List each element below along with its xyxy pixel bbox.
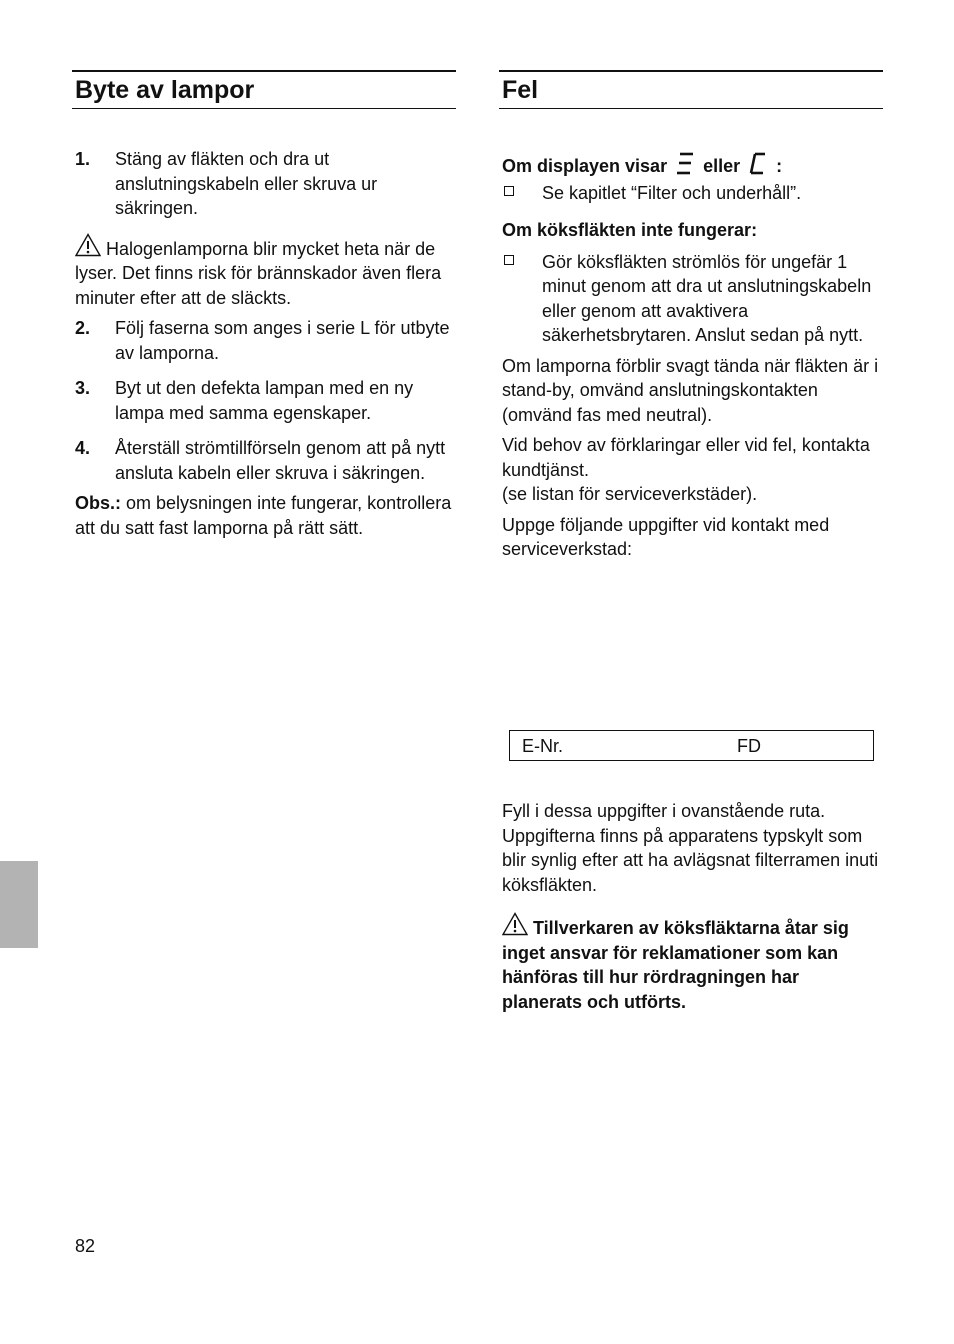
page-number: 82 — [75, 1236, 96, 1256]
step-number: 3. — [75, 378, 91, 398]
note-label: Obs.: — [75, 493, 122, 513]
step-text: Byt ut den defekta lampan med en ny lampa med samma egenskaper. — [115, 378, 414, 423]
paragraph-service-info: Uppge följande uppgifter vid kontakt med serviceverkstad: — [502, 514, 830, 559]
side-tab-marker — [0, 861, 38, 948]
step-1 — [75, 147, 456, 221]
step-number: 2. — [75, 318, 91, 338]
not-working-bullet-item — [502, 250, 883, 348]
contact-line-2: (se listan för serviceverkstäder). — [502, 484, 758, 504]
product-number-box — [509, 730, 874, 761]
checkbox-bullet-icon — [504, 186, 514, 196]
step-text: Återställ strömtillförseln genom att på nytt ansluta kabeln eller skruva i säkringen. — [115, 438, 446, 483]
manufacturer-warning — [502, 912, 883, 1014]
note-text: om belysningen inte fungerar, kontrollera att du satt fast lamporna på rätt sätt. — [75, 493, 452, 538]
section-heading-faults: Fel — [499, 70, 883, 109]
paragraph-fill-in: Fyll i dessa uppgifter i ovanstående ruta. Uppgifterna finns på apparatens typskylt som blir synlig efter att ha avlägsnat filterramen inuti köksfläkten. — [502, 801, 879, 895]
enr-label: E-Nr. — [522, 736, 564, 756]
checkbox-bullet-icon — [504, 255, 514, 265]
right-column — [499, 70, 883, 1051]
step-4 — [75, 436, 456, 485]
lamp-replacement-content — [72, 147, 456, 540]
faults-content — [499, 151, 883, 1051]
section-heading-lamp-replacement: Byte av lampor — [72, 70, 456, 109]
display-suffix: : — [776, 156, 783, 176]
step-number: 4. — [75, 438, 91, 458]
bullet-text: Se kapitlet “Filter och underhåll”. — [542, 182, 802, 203]
warning-text: Halogenlamporna blir mycket heta när de lyser. Det finns risk för brännskador även flera minuter efter att de släckts. — [75, 238, 442, 308]
step-text: Stäng av fläkten och dra ut anslutningskabeln eller skruva ur säkringen. — [115, 149, 378, 218]
contact-line-1: Vid behov av förklaringar eller vid fel, kontakta kundtjänst. — [502, 435, 870, 480]
warning-triangle-icon — [502, 912, 528, 936]
display-line — [502, 151, 883, 179]
warning-triangle-icon — [75, 233, 101, 257]
display-bullet-item — [502, 181, 883, 206]
paragraph-contact — [502, 433, 883, 507]
not-working-title: Om köksfläkten inte fungerar: — [502, 220, 758, 240]
display-middle: eller — [703, 156, 741, 176]
left-column — [72, 70, 456, 540]
step-number: 1. — [75, 149, 91, 169]
step-3 — [75, 376, 456, 425]
note — [75, 491, 456, 540]
paragraph-standby: Om lamporna förblir svagt tända när fläkten är i stand-by, omvänd anslutningskontakten (omvänd fas med neutral). — [502, 355, 879, 425]
step-text: Följ faserna som anges i serie L för utbyte av lamporna. — [115, 318, 450, 363]
fd-label: FD — [737, 736, 761, 756]
step-2 — [75, 316, 456, 365]
display-prefix: Om displayen visar — [502, 156, 668, 176]
halogen-warning — [75, 233, 456, 311]
bullet-text: Gör köksfläkten strömlös för ungefär 1 minut genom att dra ut anslutningskabeln eller genom att avaktivera säkerhetsbrytaren. Anslut sedan på nytt. — [542, 251, 872, 345]
display-symbol-filter-icon — [674, 151, 696, 177]
warning-text: Tillverkaren av köksfläktarna åtar sig inget ansvar för reklamationer som kan hänföras till hur rördragningen har planerats och utförts. — [502, 918, 849, 1012]
display-symbol-c-icon — [747, 151, 769, 177]
